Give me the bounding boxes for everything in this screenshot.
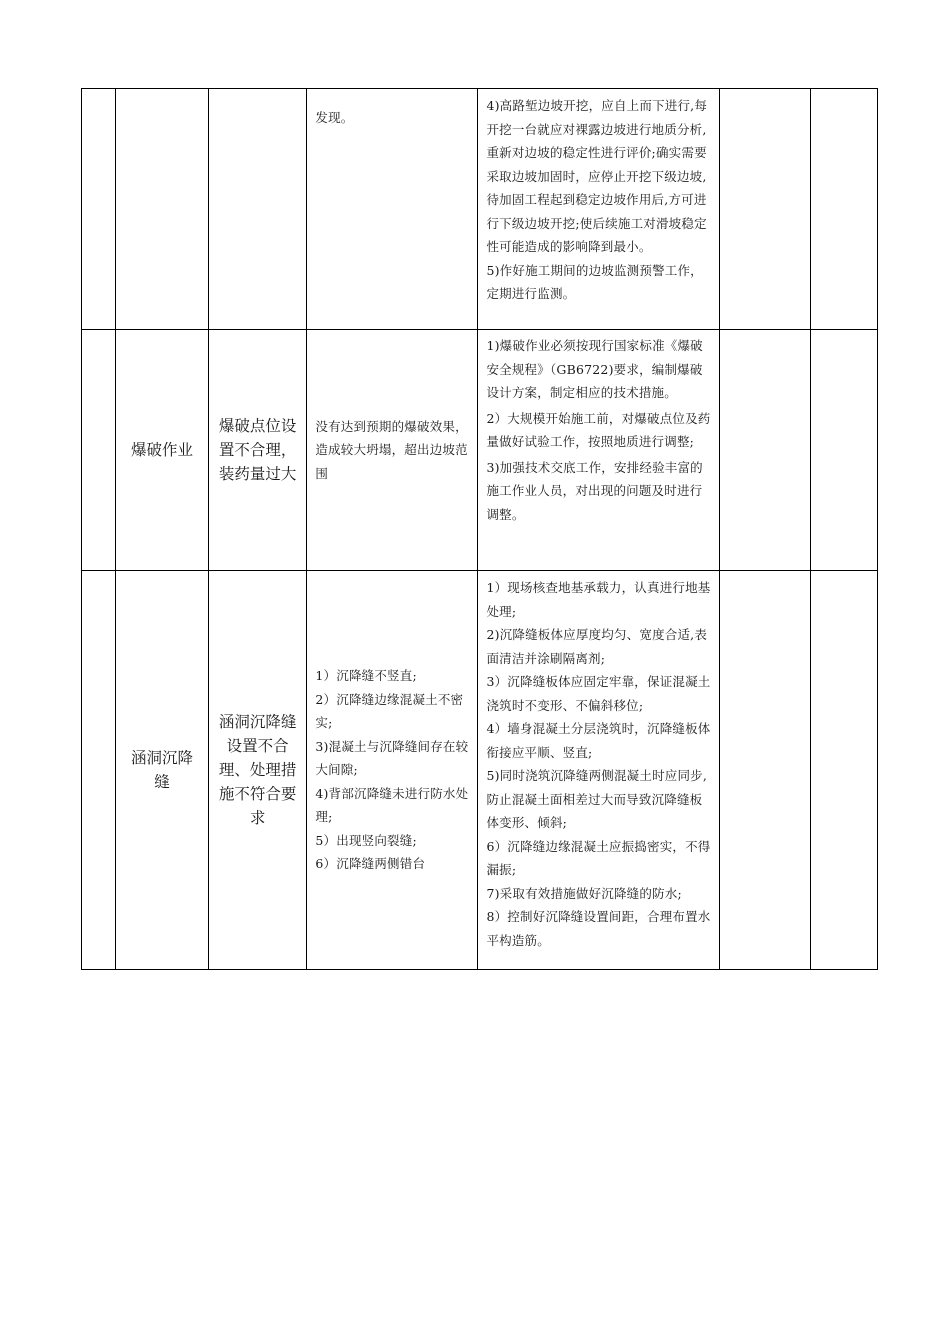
activity-text: 涵洞沉降缝 xyxy=(130,749,193,791)
measure-item: 2)沉降缝板体应厚度均匀、宽度合适,表面清洁并涂刷隔离剂; xyxy=(486,627,708,666)
cause-cell xyxy=(307,330,478,571)
hazard-cell xyxy=(208,330,307,571)
measure-item: 3)加强技术交底工作，安排经验丰富的施工作业人员，对出现的问题及时进行调整。 xyxy=(486,459,703,522)
activity-cell xyxy=(116,571,209,970)
measure-item: 4)高路堑边坡开挖，应自上而下进行,每开挖一台就应对裸露边坡进行地质分析,重新对边坡的稳定性进行评价;确实需要采取边坡加固时，应停止开挖下级边坡,待加固工程起到稳定边坡作用后,方可进行下级边坡开挖;使后续施工对滑坡稳定性可能造成的影响降到最小。 xyxy=(486,98,708,254)
index-cell xyxy=(82,571,116,970)
measure-item: 4）墙身混凝土分层浇筑时，沉降缝板体衔接应平顺、竖直; xyxy=(486,721,711,760)
index-cell xyxy=(82,89,116,330)
measure-item: 5)同时浇筑沉降缝两侧混凝土时应同步,防止混凝土面相差过大而导致沉降缝板体变形、倾斜; xyxy=(486,768,708,830)
cause-item: 4)背部沉降缝未进行防水处理; xyxy=(315,785,469,825)
risk-table xyxy=(81,88,878,970)
activity-cell xyxy=(116,330,209,571)
cause-text: 发现。 xyxy=(315,109,354,125)
remark-cell xyxy=(810,330,877,571)
index-cell xyxy=(82,330,116,571)
table-row xyxy=(82,89,878,330)
hazard-text: 爆破点位设置不合理，装药量过大 xyxy=(218,417,297,483)
cause-item: 6）沉降缝两侧错台 xyxy=(315,856,426,872)
responsible-cell xyxy=(719,89,810,330)
cause-item: 1）沉降缝不竖直; xyxy=(315,668,417,684)
activity-cell xyxy=(116,89,209,330)
measure-item: 1)爆破作业必须按现行国家标准《爆破安全规程》（GB6722)要求，编制爆破设计方案，制定相应的技术措施。 xyxy=(486,338,703,400)
measure-item: 1）现场核查地基承载力，认真进行地基处理; xyxy=(486,580,711,619)
hazard-cell xyxy=(208,571,307,970)
cause-item: 2）沉降缝边缘混凝土不密实; xyxy=(315,691,464,731)
measure-item: 2）大规模开始施工前，对爆破点位及药量做好试验工作，按照地质进行调整; xyxy=(486,410,711,449)
cause-cell xyxy=(307,571,478,970)
table-row xyxy=(82,571,878,970)
measure-item: 3）沉降缝板体应固定牢靠，保证混凝土浇筑时不变形、不偏斜移位; xyxy=(486,674,711,713)
measure-item: 6）沉降缝边缘混凝土应振捣密实，不得漏振; xyxy=(486,838,711,877)
measure-item: 8）控制好沉降缝设置间距，合理布置水平构造筋。 xyxy=(486,909,711,948)
cause-item: 3)混凝土与沉降缝间存在较大间隙; xyxy=(315,738,469,778)
measures-cell xyxy=(478,89,720,330)
activity-text: 爆破作业 xyxy=(130,441,193,459)
measure-item: 5)作好施工期间的边坡监测预警工作，定期进行监测。 xyxy=(486,262,703,301)
measures-cell xyxy=(478,330,720,571)
hazard-text: 涵洞沉降缝设置不合理、处理措施不符合要求 xyxy=(218,713,297,827)
cause-cell xyxy=(307,89,478,330)
measures-cell xyxy=(478,571,720,970)
responsible-cell xyxy=(719,330,810,571)
measure-item: 7)采取有效措施做好沉降缝的防水; xyxy=(486,885,682,901)
cause-text: 没有达到预期的爆破效果，造成较大坍塌，超出边坡范围 xyxy=(315,418,468,481)
hazard-cell xyxy=(208,89,307,330)
remark-cell xyxy=(810,571,877,970)
remark-cell xyxy=(810,89,877,330)
responsible-cell xyxy=(719,571,810,970)
cause-item: 5）出现竖向裂缝; xyxy=(315,832,417,848)
table-row xyxy=(82,330,878,571)
